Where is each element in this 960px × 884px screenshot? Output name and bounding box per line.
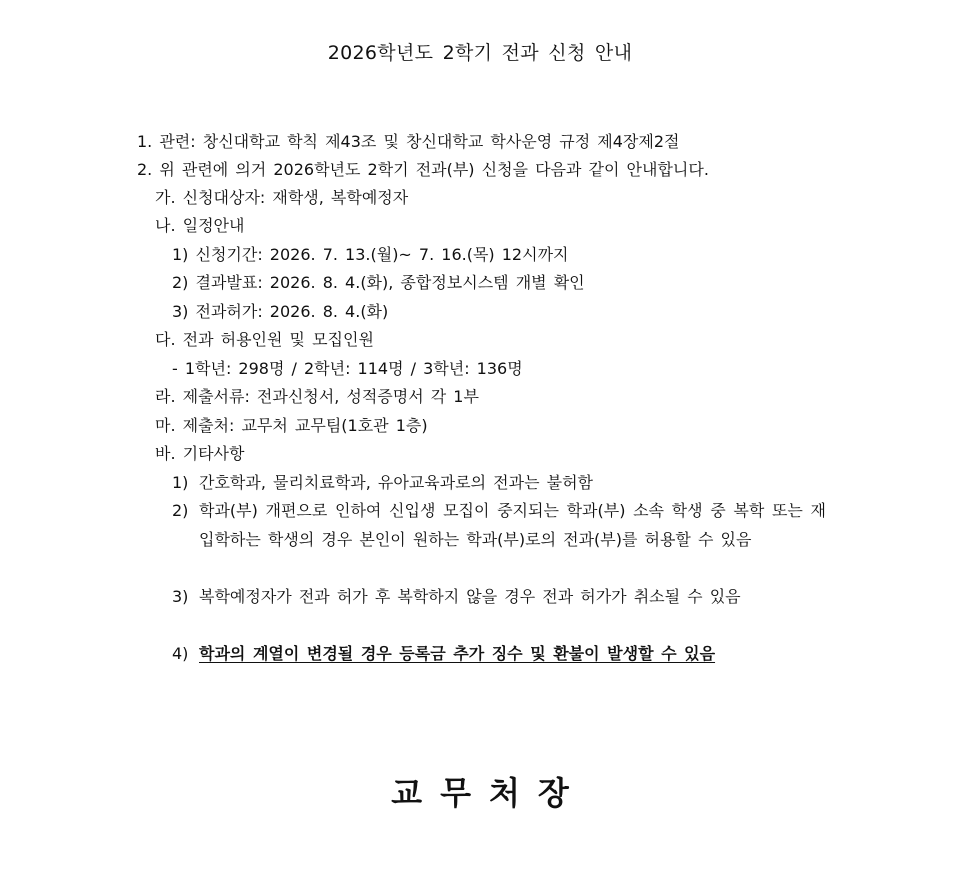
note-number: 2) bbox=[172, 501, 189, 520]
item-ga-target: 가. 신청대상자: 재학생, 복학예정자 bbox=[155, 188, 409, 207]
note-1 bbox=[172, 469, 826, 498]
note-number: 4) bbox=[172, 644, 189, 663]
note-4 bbox=[172, 640, 826, 669]
quota-by-grade: - 1학년: 298명 / 2학년: 114명 / 3학년: 136명 bbox=[172, 359, 523, 378]
schedule-transfer-approval: 3) 전과허가: 2026. 8. 4.(화) bbox=[172, 302, 389, 321]
item-ma-submission-place: 마. 제출처: 교무처 교무팀(1호관 1층) bbox=[155, 416, 428, 435]
signature: 교무처장 bbox=[391, 774, 587, 812]
note-text: 복학예정자가 전과 허가 후 복학하지 않을 경우 전과 허가가 취소될 수 있음 bbox=[199, 587, 741, 606]
note-text-underlined: 학과의 계열이 변경될 경우 등록금 추가 징수 및 환불이 발생할 수 있음 bbox=[199, 644, 716, 663]
schedule-application-period: 1) 신청기간: 2026. 7. 13.(월)~ 7. 16.(목) 12시까지 bbox=[172, 245, 569, 264]
note-text-wrapper bbox=[199, 640, 826, 669]
note-text: 학과(부) 개편으로 인하여 신입생 모집이 중지되는 학과(부) 소속 학생 중 복학 또는 재입학하는 학생의 경우 본인이 원하는 학과(부)로의 전과(부)를 허용할 수 있음 bbox=[199, 501, 826, 549]
schedule-result-announcement: 2) 결과발표: 2026. 8. 4.(화), 종합정보시스템 개별 확인 bbox=[172, 273, 585, 292]
item-na-schedule-heading: 나. 일정안내 bbox=[155, 216, 245, 235]
document-title: 2026학년도 2학기 전과 신청 안내 bbox=[327, 42, 633, 64]
note-3 bbox=[172, 583, 826, 612]
item-related: 1. 관련: 창신대학교 학칙 제43조 및 창신대학교 학사운영 규정 제4장제2절 bbox=[137, 132, 680, 151]
item-ba-others-heading: 바. 기타사항 bbox=[155, 444, 245, 463]
note-number: 3) bbox=[172, 587, 189, 606]
item-da-quota-heading: 다. 전과 허용인원 및 모집인원 bbox=[155, 330, 374, 349]
note-2 bbox=[172, 497, 826, 554]
item-intro: 2. 위 관련에 의거 2026학년도 2학기 전과(부) 신청을 다음과 같이 안내합니다. bbox=[137, 160, 709, 179]
note-number: 1) bbox=[172, 473, 189, 492]
item-ra-documents: 라. 제출서류: 전과신청서, 성적증명서 각 1부 bbox=[155, 387, 479, 406]
note-text: 간호학과, 물리치료학과, 유아교육과로의 전과는 불허함 bbox=[199, 473, 594, 492]
